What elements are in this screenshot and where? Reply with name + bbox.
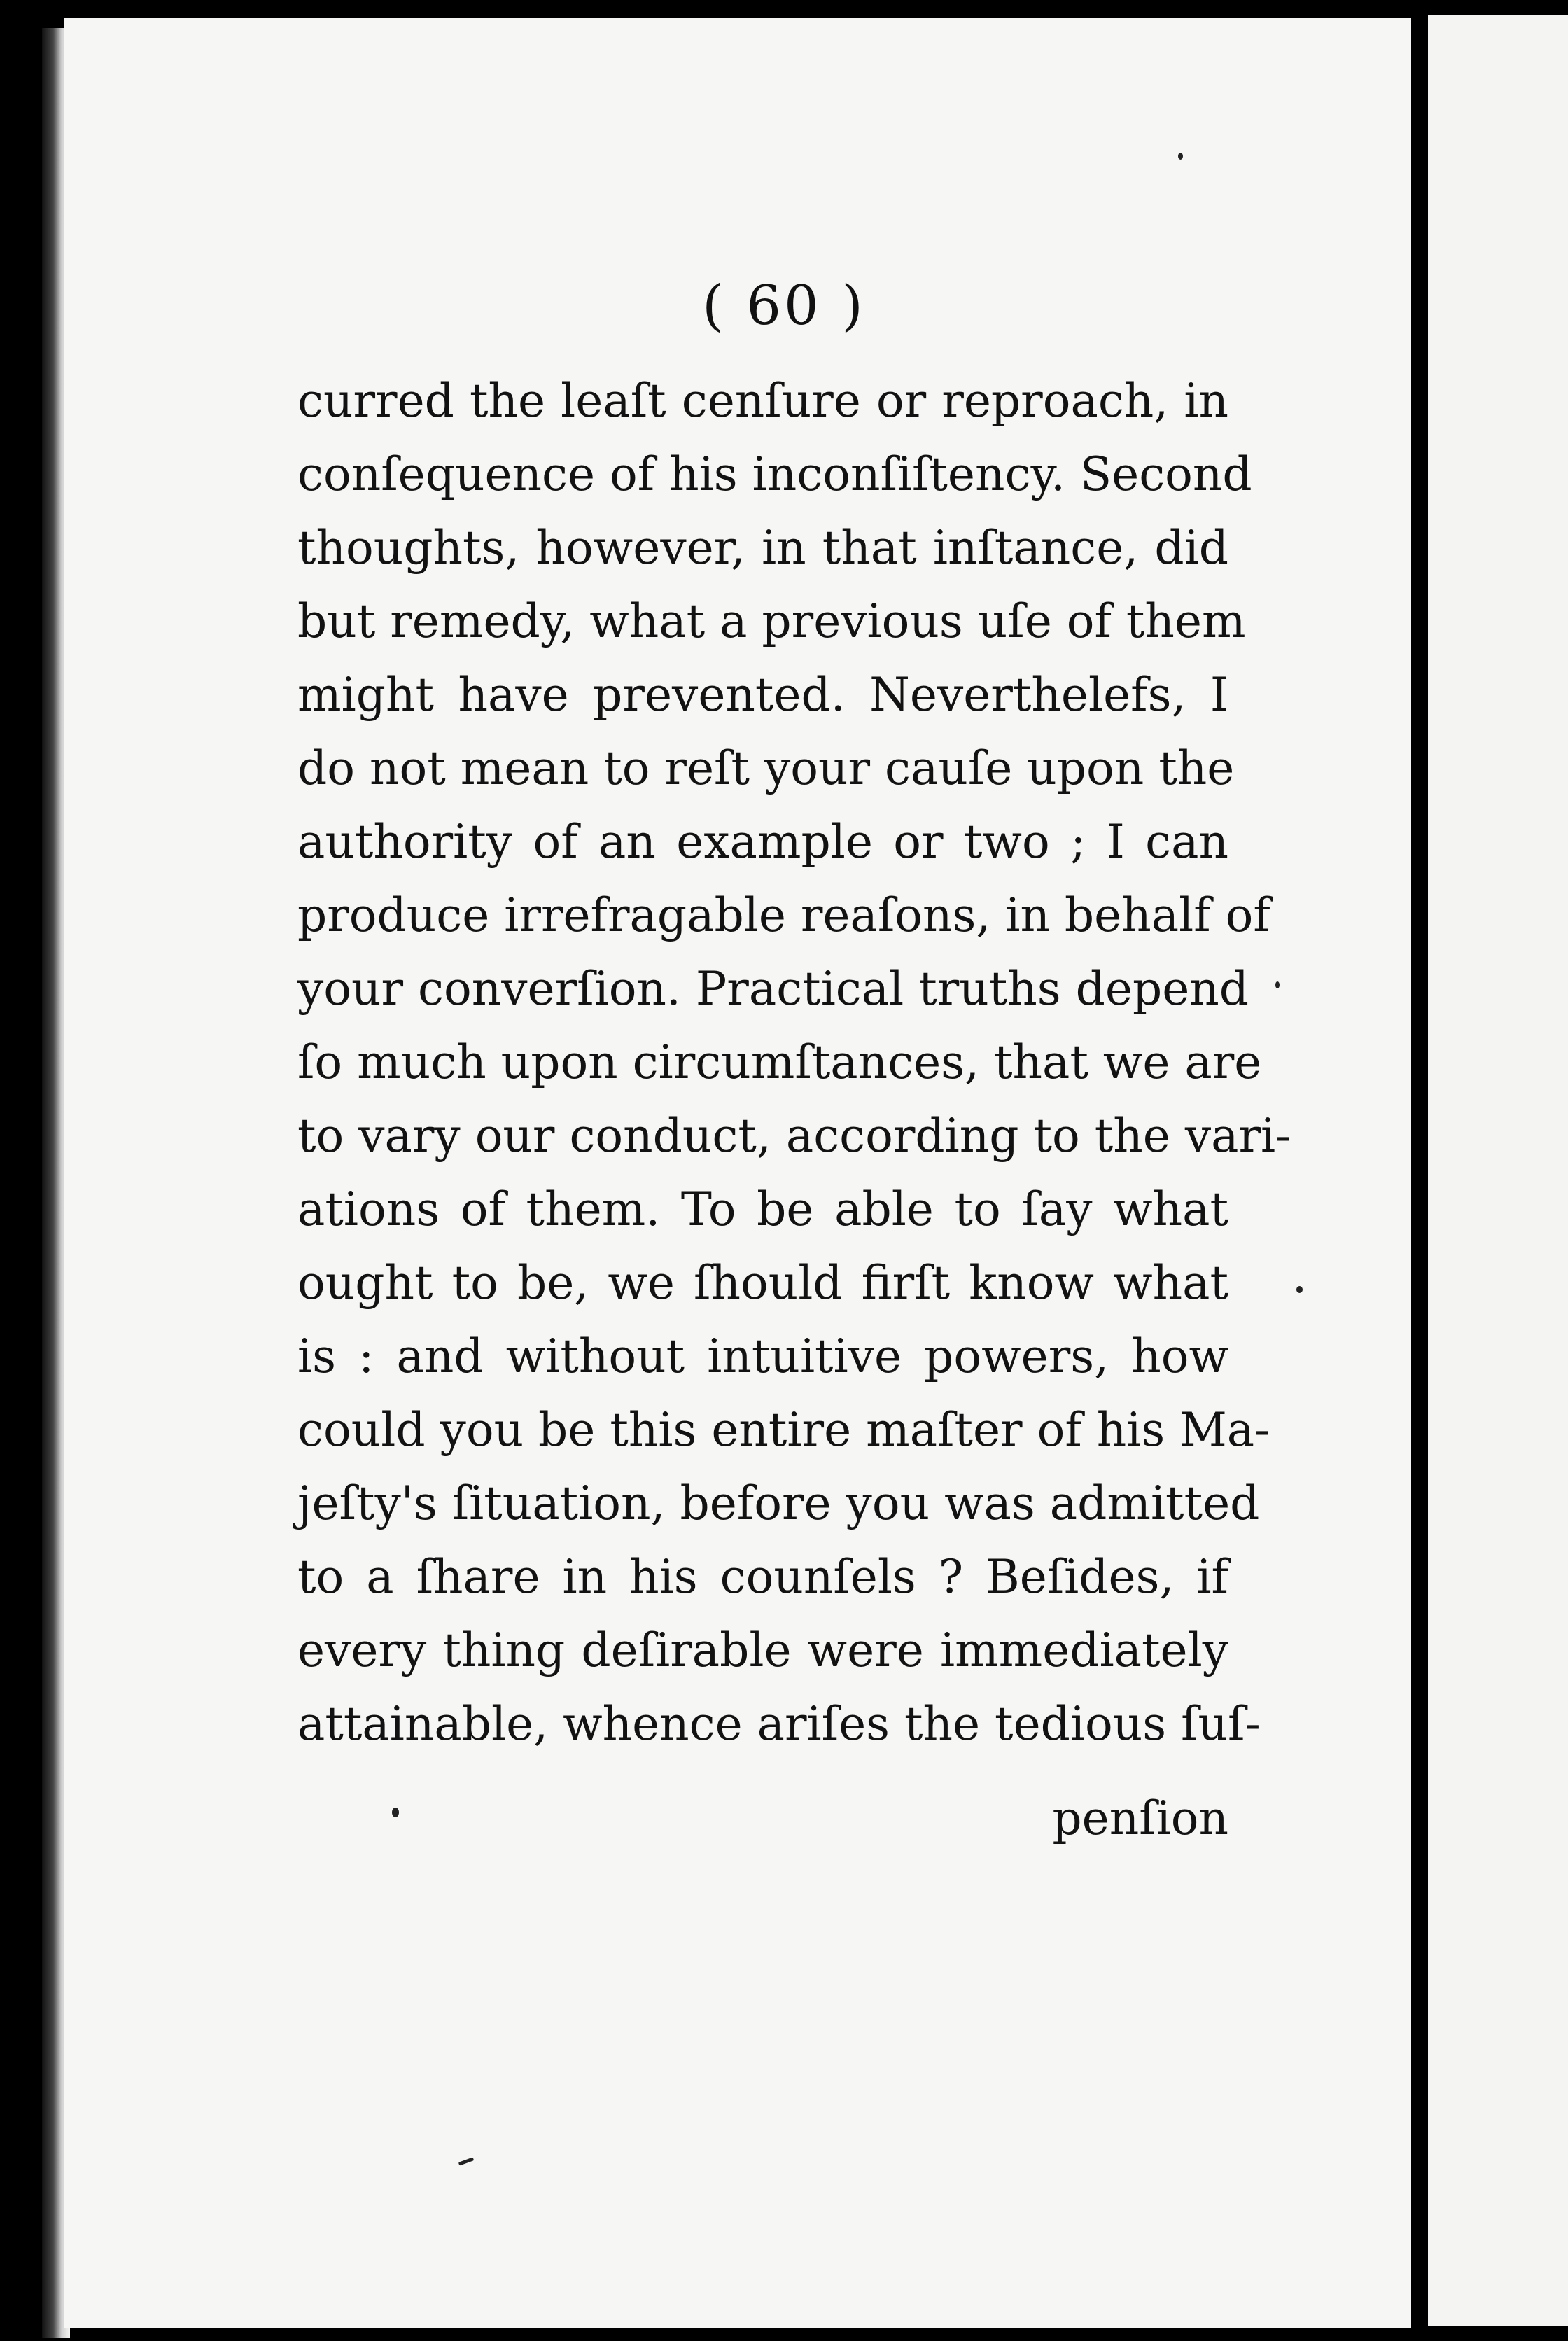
text-line: is : and without intuitive powers, how — [298, 1329, 1228, 1383]
text-line: attainable, whence ariſes the tedious ſuſ- — [298, 1697, 1261, 1751]
text-line: jeſty's ſituation, before you was admitted — [298, 1476, 1260, 1530]
right-page-edge — [1428, 15, 1568, 2326]
text-line: thoughts, however, in that inſtance, did — [298, 521, 1228, 575]
ink-speck — [1178, 153, 1183, 160]
text-line: do not mean to reſt your cauſe upon the — [298, 741, 1235, 795]
ink-speck — [392, 1808, 399, 1817]
text-line: conſequence of his inconſiſtency. Second — [298, 447, 1252, 501]
text-line: curred the leaſt cenſure or reproach, in — [298, 374, 1228, 428]
text-line: might have prevented. Neverthelefs, I — [298, 668, 1228, 722]
text-line: your converſion. Practical truths depend — [298, 962, 1250, 1016]
text-line: ſo much upon circumſtances, that we are — [298, 1035, 1262, 1089]
text-line: ations of them. To be able to ſay what — [298, 1182, 1228, 1236]
text-line: ought to be, we ſhould firſt know what — [298, 1256, 1228, 1310]
text-line: to vary our conduct, according to the vari- — [298, 1109, 1292, 1163]
text-line: but remedy, what a previous uſe of them — [298, 594, 1246, 648]
text-line: produce irrefragable reaſons, in behalf of — [298, 888, 1270, 942]
catchword: penſion — [1052, 1791, 1228, 1845]
page-number: ( 60 ) — [702, 274, 866, 337]
text-line: every thing deſirable were immediately — [298, 1623, 1228, 1677]
ink-speck — [1275, 981, 1280, 988]
text-line: could you be this entire maſter of his Ma- — [298, 1403, 1270, 1457]
text-line: authority of an example or two ; I can — [298, 815, 1228, 869]
ink-speck — [1296, 1286, 1303, 1293]
text-line: to a ſhare in his counſels ? Beſides, if — [298, 1550, 1228, 1604]
page-body — [298, 364, 1292, 1761]
